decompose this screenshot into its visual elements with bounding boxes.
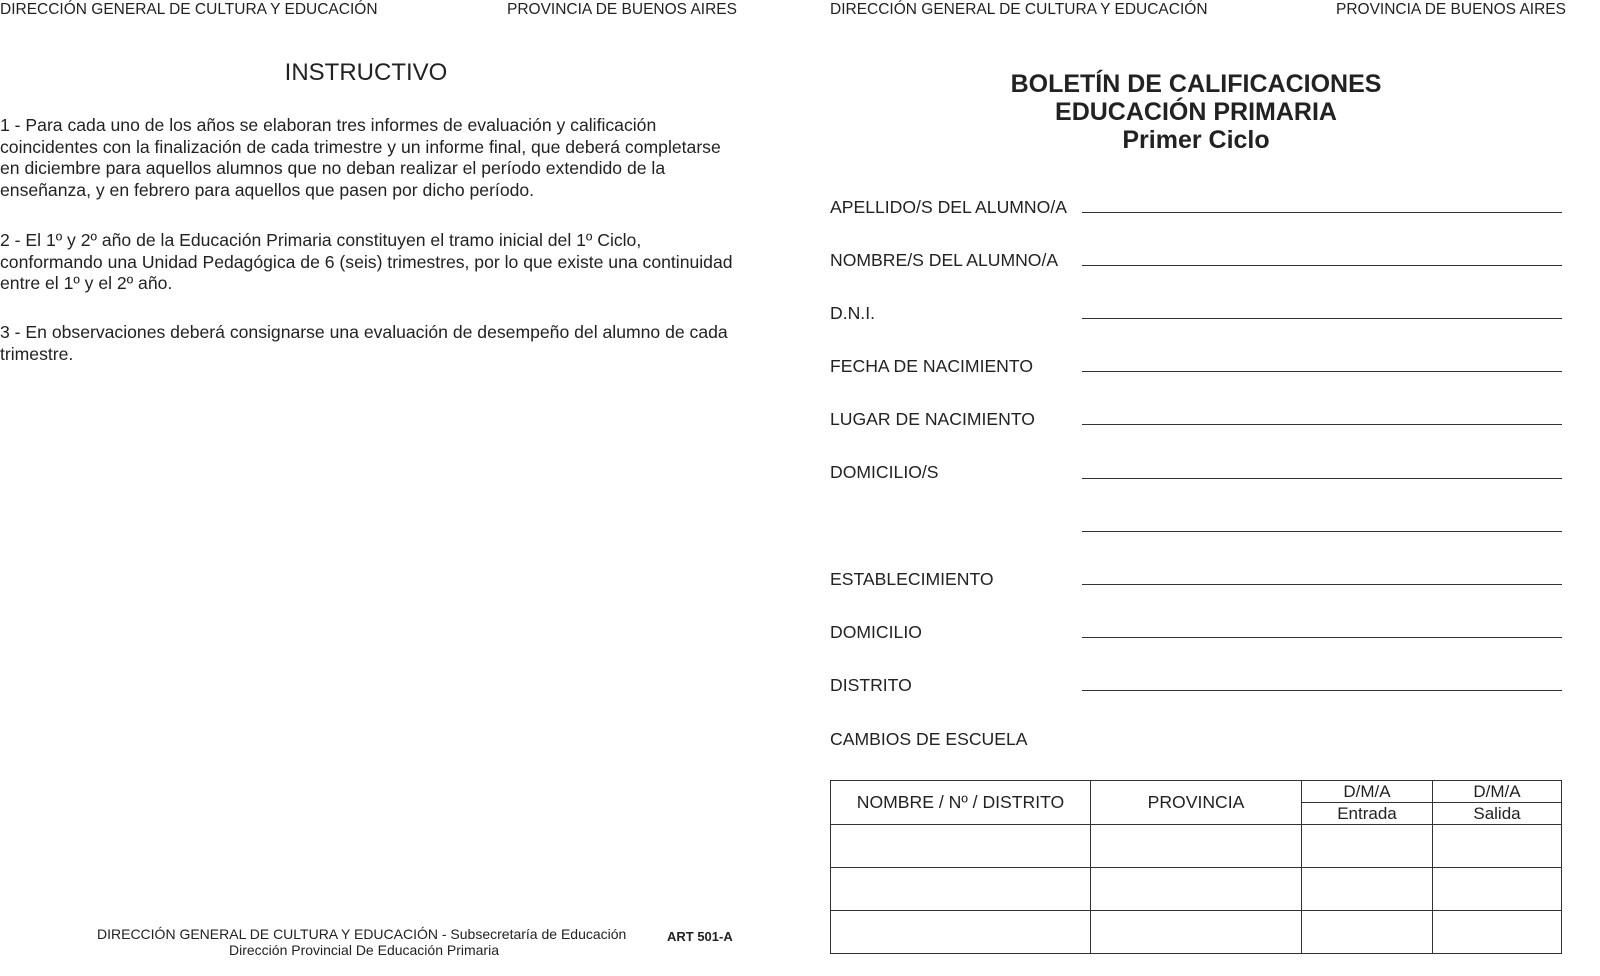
header-salida: Salida — [1433, 803, 1562, 825]
field-apellido-line[interactable] — [1082, 212, 1562, 213]
table-row — [831, 868, 1562, 911]
cell-salida[interactable] — [1433, 825, 1562, 868]
left-header-institution: DIRECCIÓN GENERAL DE CULTURA Y EDUCACIÓN — [0, 1, 378, 18]
cell-entrada[interactable] — [1302, 868, 1433, 911]
cell-provincia[interactable] — [1091, 911, 1302, 954]
label-establecimiento: ESTABLECIMIENTO — [830, 569, 994, 589]
label-lugar-nacimiento: LUGAR DE NACIMIENTO — [830, 409, 1035, 429]
report-card-title-line3: Primer Ciclo — [1122, 126, 1270, 154]
cell-salida[interactable] — [1433, 911, 1562, 954]
field-establecimiento-line[interactable] — [1082, 584, 1562, 585]
right-header-province: PROVINCIA DE BUENOS AIRES — [1336, 1, 1566, 18]
header-nombre-distrito: NOMBRE / Nº / DISTRITO — [831, 781, 1091, 825]
label-domicilios: DOMICILIO/S — [830, 462, 939, 482]
header-salida-date: D/M/A — [1433, 781, 1562, 803]
right-header-institution: DIRECCIÓN GENERAL DE CULTURA Y EDUCACIÓN — [830, 1, 1208, 18]
field-lugar-nacimiento-line[interactable] — [1082, 424, 1562, 425]
footer-directorate: Dirección Provincial De Educación Primaria — [229, 942, 499, 958]
report-card-title-line1: BOLETÍN DE CALIFICACIONES — [1010, 70, 1382, 98]
cell-provincia[interactable] — [1091, 868, 1302, 911]
field-domicilios-line-1[interactable] — [1082, 478, 1562, 479]
field-fecha-nacimiento-line[interactable] — [1082, 371, 1562, 372]
table-header-row — [831, 781, 1562, 803]
header-entrada: Entrada — [1302, 803, 1433, 825]
cell-nombre[interactable] — [831, 911, 1091, 954]
footer-institution: DIRECCIÓN GENERAL DE CULTURA Y EDUCACIÓN - Subsecretaría de Educación — [97, 926, 627, 942]
label-apellido: APELLIDO/S DEL ALUMNO/A — [830, 197, 1067, 217]
label-nombre: NOMBRE/S DEL ALUMNO/A — [830, 250, 1059, 270]
cell-salida[interactable] — [1433, 868, 1562, 911]
report-card-title — [830, 70, 1562, 154]
table-row — [831, 911, 1562, 954]
field-dni-line[interactable] — [1082, 318, 1562, 319]
label-dni: D.N.I. — [830, 303, 875, 323]
instruction-paragraph-2: 2 - El 1º y 2º año de la Educación Primaria constituyen el tramo inicial del 1º Ciclo, conformando una Unidad Pedagógica de 6 (seis) trimestres, por lo que existe una continuidad entre el 1º y el 2º año. — [0, 230, 733, 294]
instruction-paragraph-3: 3 - En observaciones deberá consignarse una evaluación de desempeño del alumno de cada trimestre. — [0, 322, 728, 364]
field-domicilios-line-2[interactable] — [1082, 531, 1562, 532]
instruction-paragraph-1: 1 - Para cada uno de los años se elaboran tres informes de evaluación y calificación coincidentes con la finalización de cada trimestre y un informe final, que deberá completarse en diciembre para aquellos alumnos que no deban realizar el período extendido de la enseñanza, y en febrero para aquellos que pasen por dicho período. — [0, 115, 721, 200]
cell-provincia[interactable] — [1091, 825, 1302, 868]
label-distrito: DISTRITO — [830, 675, 912, 695]
header-provincia: PROVINCIA — [1091, 781, 1302, 825]
label-cambios-escuela: CAMBIOS DE ESCUELA — [830, 729, 1028, 749]
footer-form-code: ART 501-A — [667, 929, 733, 944]
cell-entrada[interactable] — [1302, 825, 1433, 868]
label-fecha-nacimiento: FECHA DE NACIMIENTO — [830, 356, 1034, 376]
header-entrada-date: D/M/A — [1302, 781, 1433, 803]
table-row — [831, 825, 1562, 868]
left-header-province: PROVINCIA DE BUENOS AIRES — [507, 1, 737, 18]
report-card-title-line2: EDUCACIÓN PRIMARIA — [1055, 98, 1337, 126]
cell-nombre[interactable] — [831, 868, 1091, 911]
label-domicilio: DOMICILIO — [830, 622, 922, 642]
field-distrito-line[interactable] — [1082, 690, 1562, 691]
cell-nombre[interactable] — [831, 825, 1091, 868]
field-nombre-line[interactable] — [1082, 265, 1562, 266]
school-changes-table — [830, 780, 1562, 954]
field-domicilio-line[interactable] — [1082, 637, 1562, 638]
cell-entrada[interactable] — [1302, 911, 1433, 954]
instructions-title: INSTRUCTIVO — [284, 59, 448, 86]
